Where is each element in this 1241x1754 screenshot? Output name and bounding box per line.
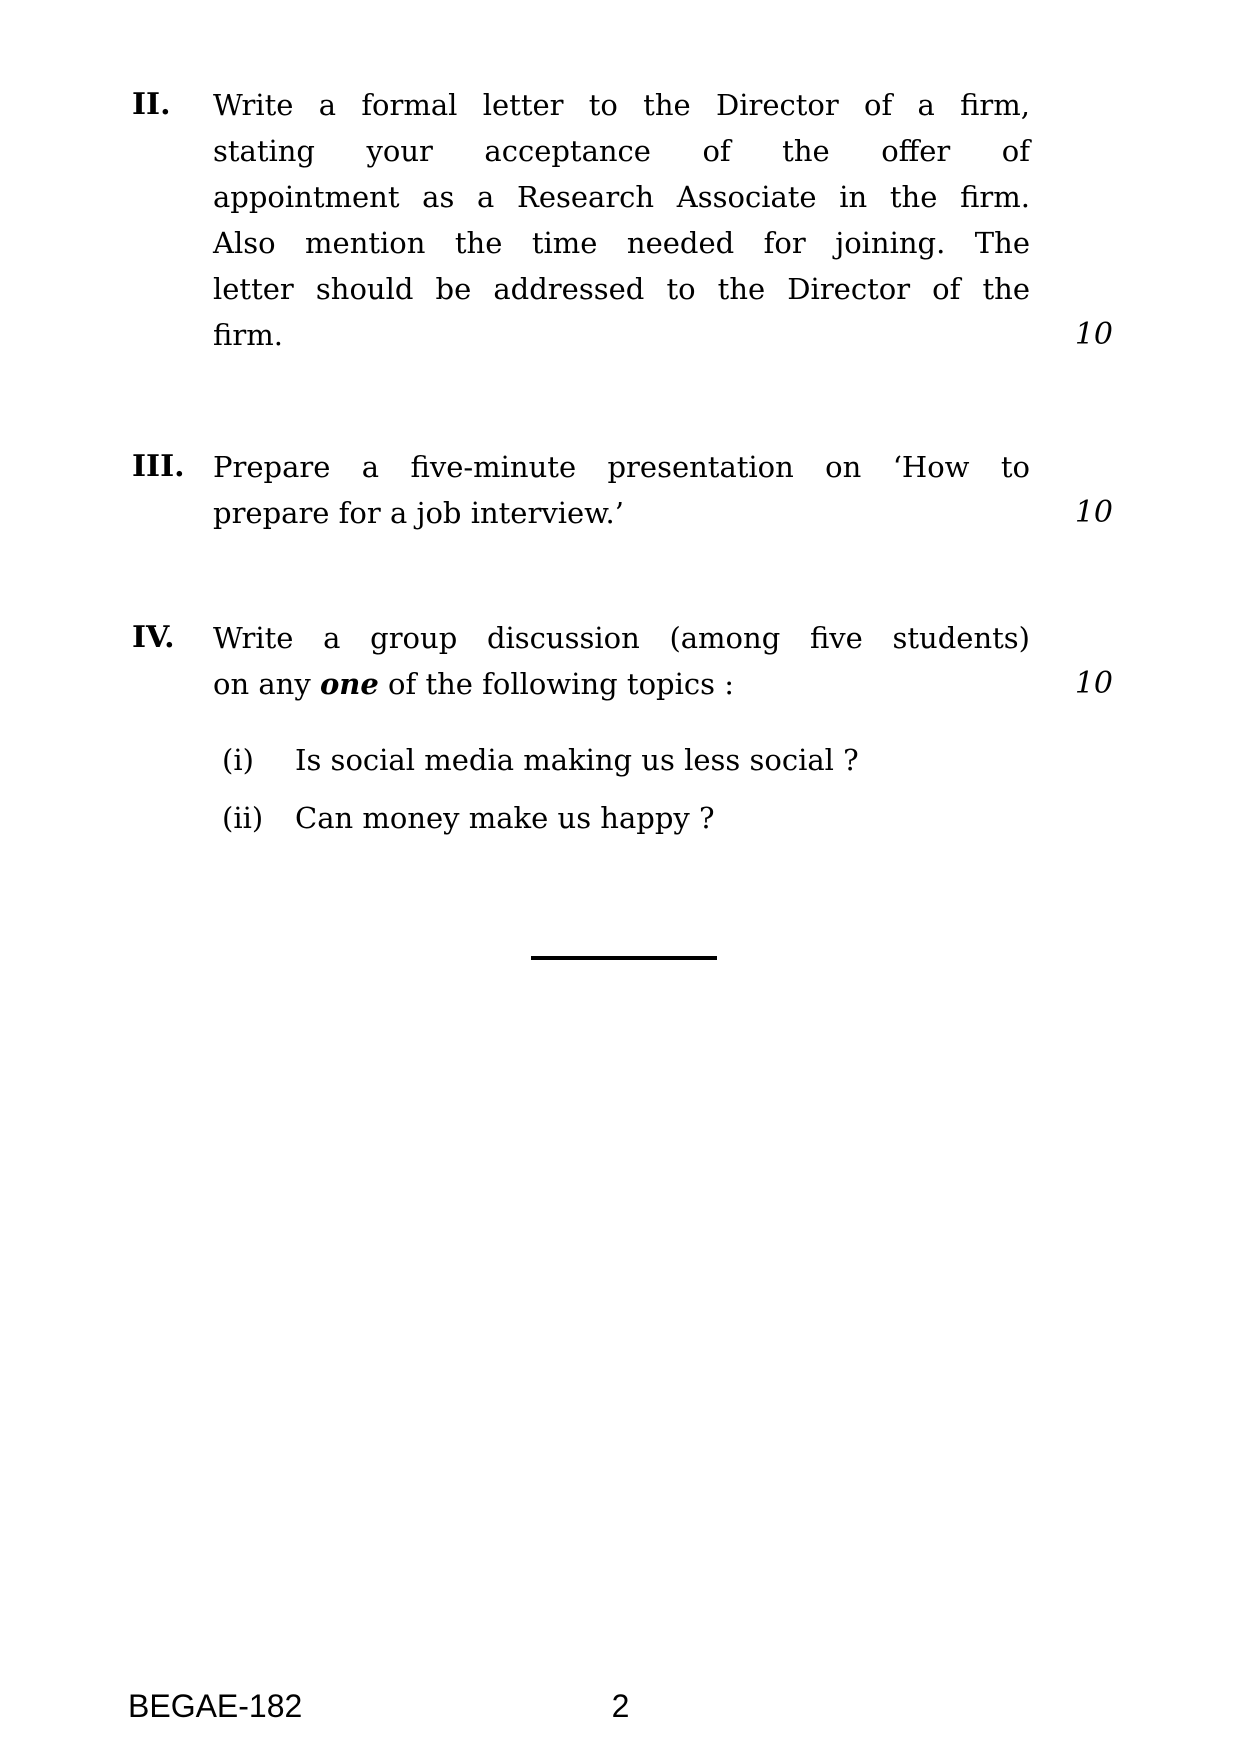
question-text-line (213, 444, 1030, 490)
sub-question (222, 795, 1030, 841)
sub-question-text: Is social media making us less social ? (295, 743, 859, 777)
course-code: BEGAE-182 (128, 1688, 303, 1724)
text-segment: of the following topics : (378, 667, 734, 701)
question-text-line (213, 490, 1030, 536)
question-number: II. (132, 87, 171, 122)
question-text-line (213, 220, 1030, 266)
question-text (213, 444, 1030, 536)
text-segment: letter should be addressed to the Director of the (213, 272, 1030, 306)
marks: 10 (1074, 317, 1113, 352)
text-segment: firm. (213, 318, 283, 352)
question-section (132, 444, 1113, 536)
question-text (213, 615, 1030, 841)
text-segment: Also mention the time needed for joining. The (213, 226, 1030, 260)
question-text-line (213, 312, 1030, 358)
sub-question-label: (ii) (222, 801, 264, 835)
sub-questions (213, 737, 1030, 841)
question-text (213, 82, 1030, 358)
question-number: IV. (132, 620, 175, 655)
text-segment: Prepare a five-minute presentation on ‘How to (213, 450, 1030, 484)
question-text-line (213, 128, 1030, 174)
text-segment: stating your acceptance of the offer of (213, 134, 1030, 168)
end-divider-rule (531, 956, 717, 960)
question-text-line (213, 661, 1030, 707)
sub-question (222, 737, 1030, 783)
text-segment: on any (213, 667, 320, 701)
marks: 10 (1074, 495, 1113, 530)
question-text-line (213, 615, 1030, 661)
emphasis-text: one (319, 667, 379, 701)
question-text-line (213, 174, 1030, 220)
text-segment: Write a group discussion (among five students) (213, 621, 1030, 655)
marks: 10 (1074, 666, 1113, 701)
question-number: III. (132, 449, 185, 484)
text-segment: prepare for a job interview.’ (213, 496, 624, 530)
question-text-line (213, 266, 1030, 312)
text-segment: appointment as a Research Associate in the firm. (213, 180, 1030, 214)
sub-question-label: (i) (222, 743, 254, 777)
question-section (132, 82, 1113, 358)
question-section (132, 615, 1113, 841)
sub-question-text: Can money make us happy ? (295, 801, 715, 835)
question-text-line (213, 82, 1030, 128)
page-number: 2 (611, 1688, 630, 1724)
text-segment: Write a formal letter to the Director of a firm, (213, 88, 1030, 122)
